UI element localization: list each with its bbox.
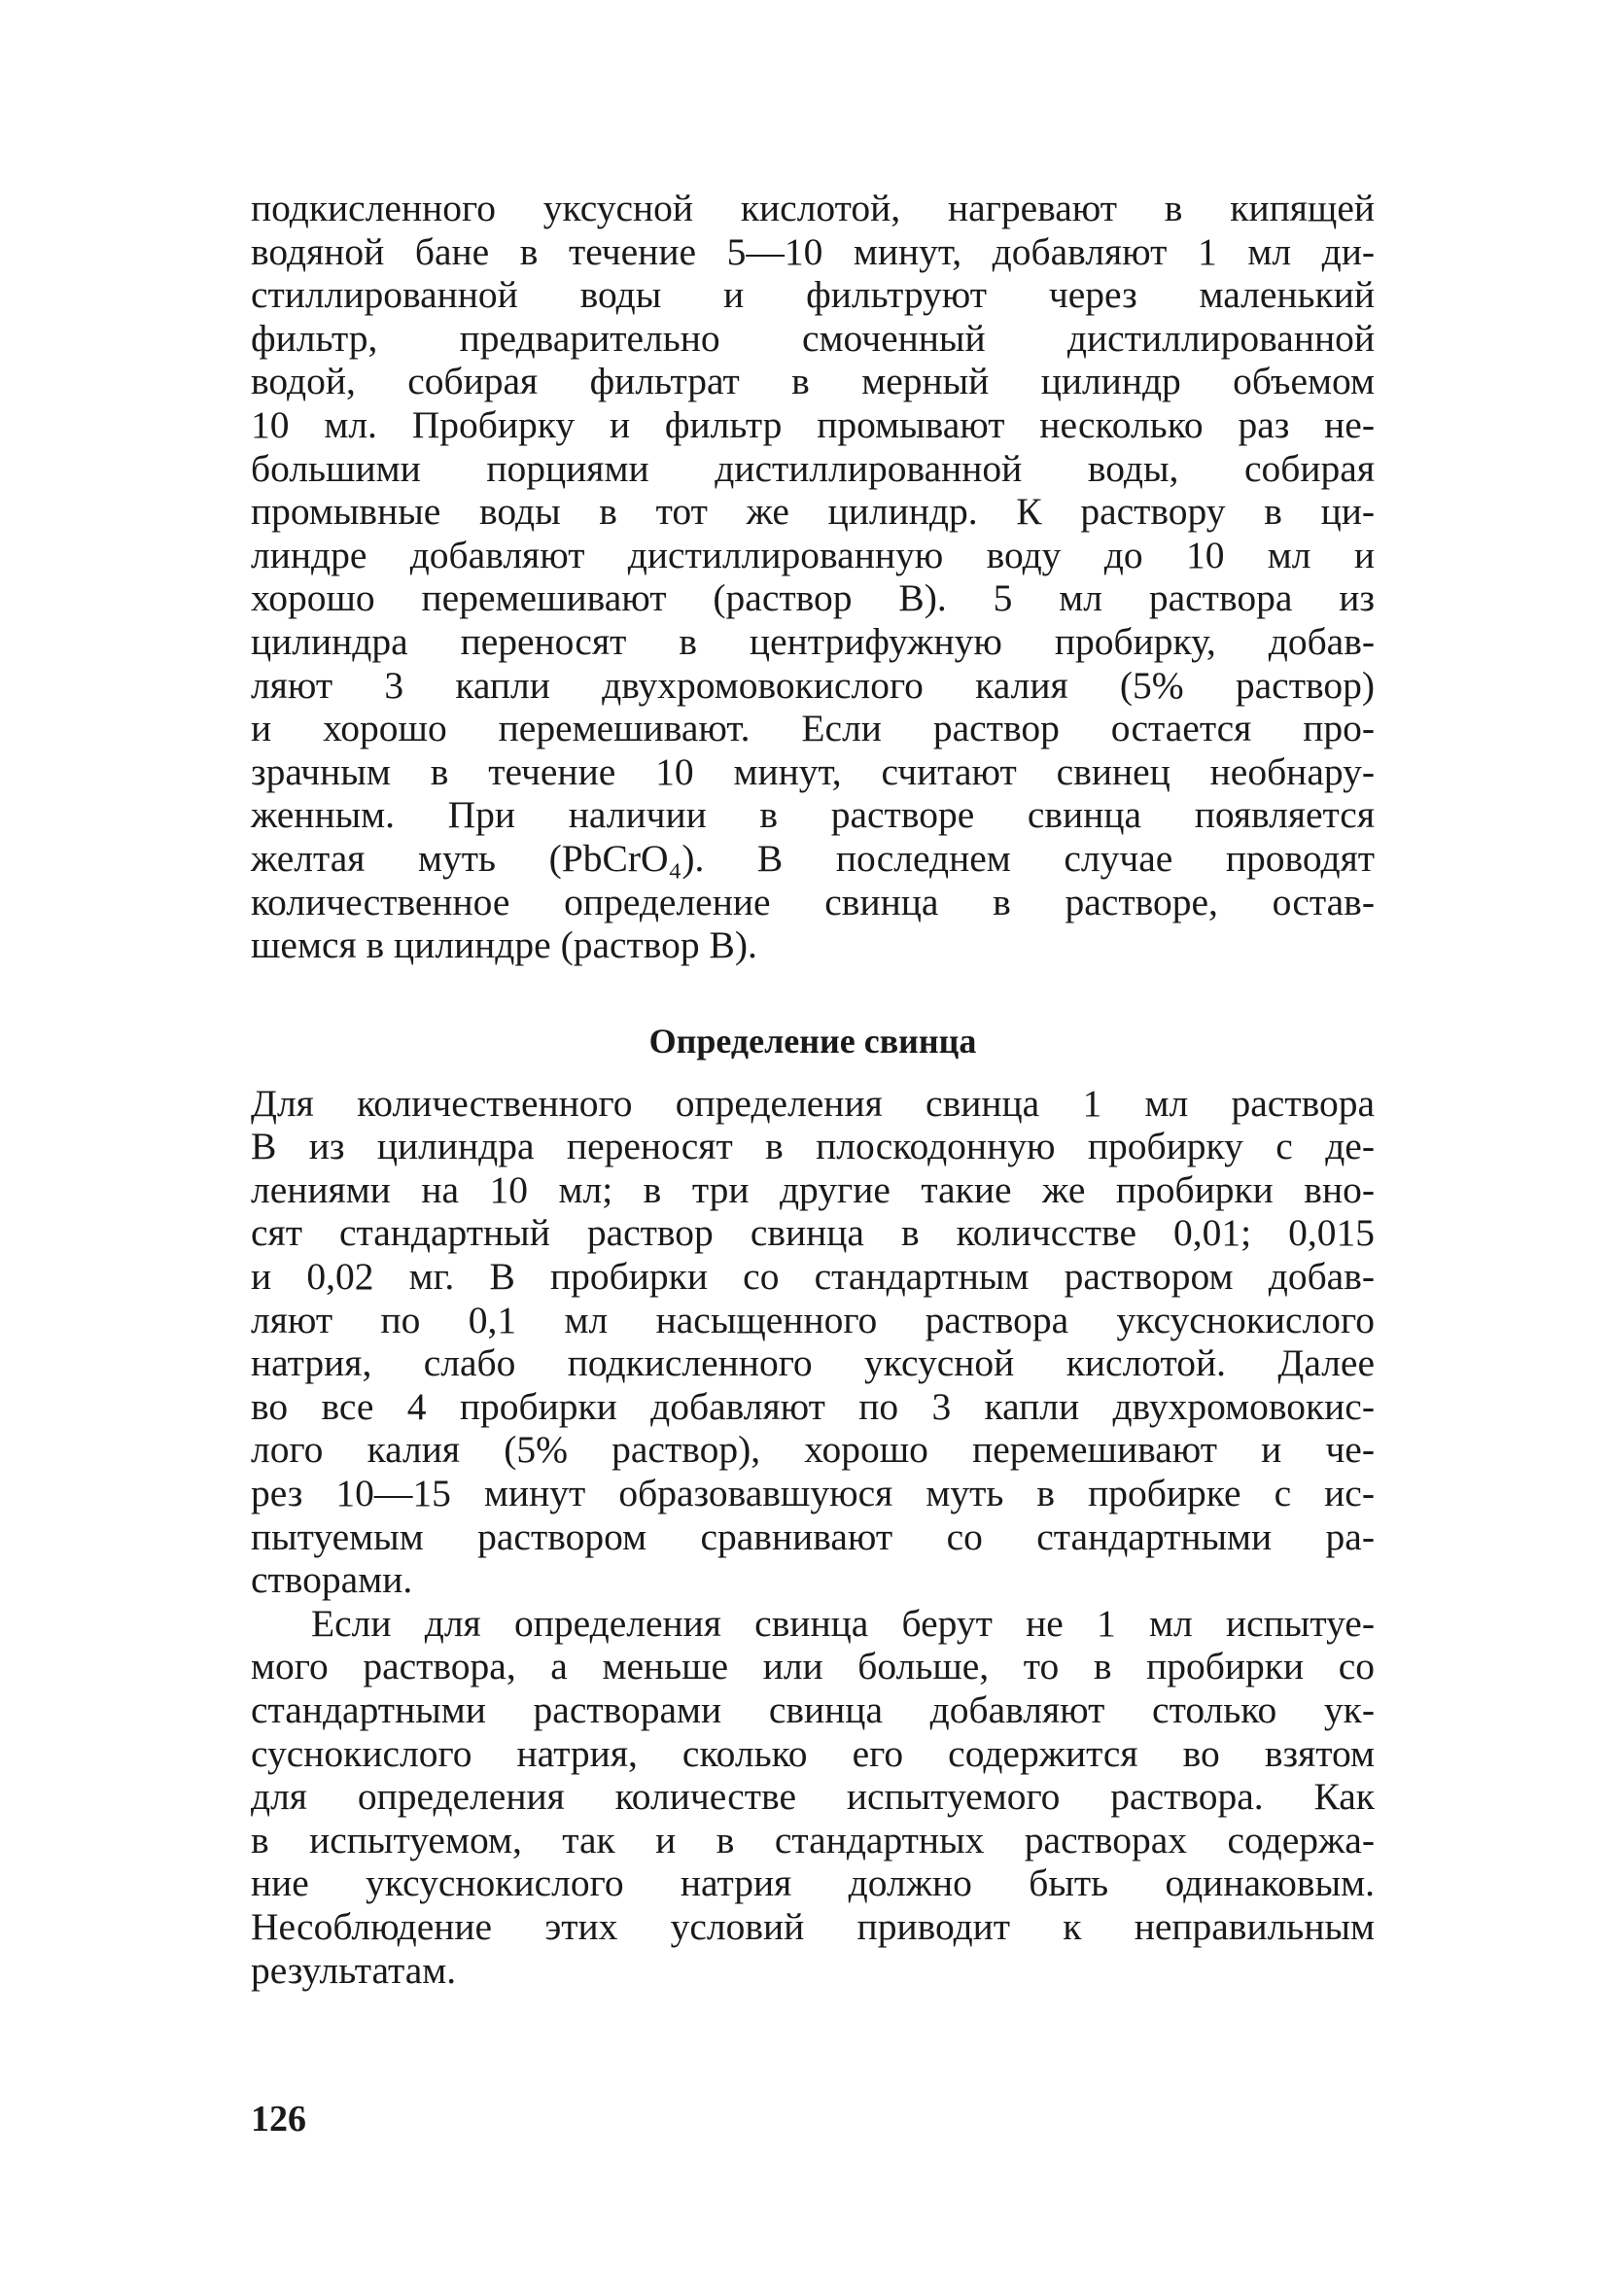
text-line: желтая муть (PbCrO₄). В последнем случае проводят	[251, 836, 1375, 880]
text-line: В из цилиндра переносят в плоскодонную пробирку с де-	[251, 1125, 1375, 1168]
text-line: лого калия (5% раствор), хорошо перемешивают и че-	[251, 1428, 1375, 1472]
text-line: в испытуемом, так и в стандартных растворах содержа-	[251, 1818, 1375, 1861]
text-line: створами.	[251, 1558, 413, 1602]
text-line: стандартными растворами свинца добавляют столько ук-	[251, 1688, 1375, 1731]
text-line: ние уксуснокислого натрия должно быть одинаковым.	[251, 1861, 1375, 1905]
paragraph-3	[251, 1602, 1375, 1992]
text-line: Если для определения свинца берут не 1 мл испытуе-	[311, 1601, 1375, 1645]
text-line: Несоблюдение этих условий приводит к неправильным	[251, 1904, 1375, 1948]
page-body	[251, 187, 1375, 1992]
paragraph-1	[251, 187, 1375, 967]
text-line: количественное определение свинца в растворе, остав-	[251, 880, 1375, 923]
text-line: подкисленного уксусной кислотой, нагревают в кипящей	[251, 187, 1375, 229]
text-line: и хорошо перемешивают. Если раствор остается про-	[251, 707, 1375, 750]
text-line: для определения количестве испытуемого раствора. Как	[251, 1775, 1375, 1819]
text-line: мого раствора, а меньше или больше, то в пробирки со	[251, 1645, 1375, 1688]
text-line: Для количественного определения свинца 1 мл раствора	[251, 1081, 1375, 1125]
text-line: линдре добавляют дистиллированную воду до 10 мл и	[251, 533, 1375, 576]
text-line: водой, собирая фильтрат в мерный цилиндр объемом	[251, 360, 1375, 403]
text-line: промывные воды в тот же цилиндр. К раствору в ци-	[251, 490, 1375, 534]
text-line: женным. При наличии в растворе свинца появляется	[251, 793, 1375, 837]
text-line: хорошо перемешивают (раствор В). 5 мл раствора из	[251, 576, 1375, 620]
text-line: натрия, слабо подкисленного уксусной кислотой. Далее	[251, 1341, 1375, 1385]
text-line: водяной бане в течение 5—10 минут, добавляют 1 мл ди-	[251, 229, 1375, 273]
text-line: лениями на 10 мл; в три другие такие же пробирки вно-	[251, 1167, 1375, 1211]
text-line: стиллированной воды и фильтруют через маленький	[251, 273, 1375, 317]
text-line: большими порциями дистиллированной воды, собирая	[251, 446, 1375, 490]
page-number: 126	[251, 2099, 306, 2139]
text-line: ляют 3 капли двухромовокислого калия (5% раствор)	[251, 663, 1375, 707]
text-line: цилиндра переносят в центрифужную пробирку, добав-	[251, 619, 1375, 663]
text-line: и 0,02 мг. В пробирки со стандартным раствором добав-	[251, 1255, 1375, 1299]
text-line: зрачным в течение 10 минут, считают свинец необнару-	[251, 749, 1375, 793]
text-line: ляют по 0,1 мл насыщенного раствора уксуснокислого	[251, 1298, 1375, 1341]
text-line: суснокислого натрия, сколько его содержится во взятом	[251, 1731, 1375, 1775]
text-line: результатам.	[251, 1948, 457, 1992]
text-line: пытуемым раствором сравнивают со стандартными ра-	[251, 1514, 1375, 1558]
text-line: во все 4 пробирки добавляют по 3 капли двухромовокис-	[251, 1384, 1375, 1428]
text-line: фильтр, предварительно смоченный дистиллированной	[251, 316, 1375, 360]
text-line: 10 мл. Пробирку и фильтр промывают несколько раз не-	[251, 402, 1375, 446]
text-line: сят стандартный раствор свинца в количсстве 0,01; 0,015	[251, 1211, 1375, 1255]
section-heading: Определение свинца	[648, 1021, 977, 1061]
text-line: шемся в цилиндре (раствор В).	[251, 923, 757, 967]
text-line: рез 10—15 минут образовавшуюся муть в пробирке с ис-	[251, 1472, 1375, 1515]
paragraph-2	[251, 1082, 1375, 1602]
